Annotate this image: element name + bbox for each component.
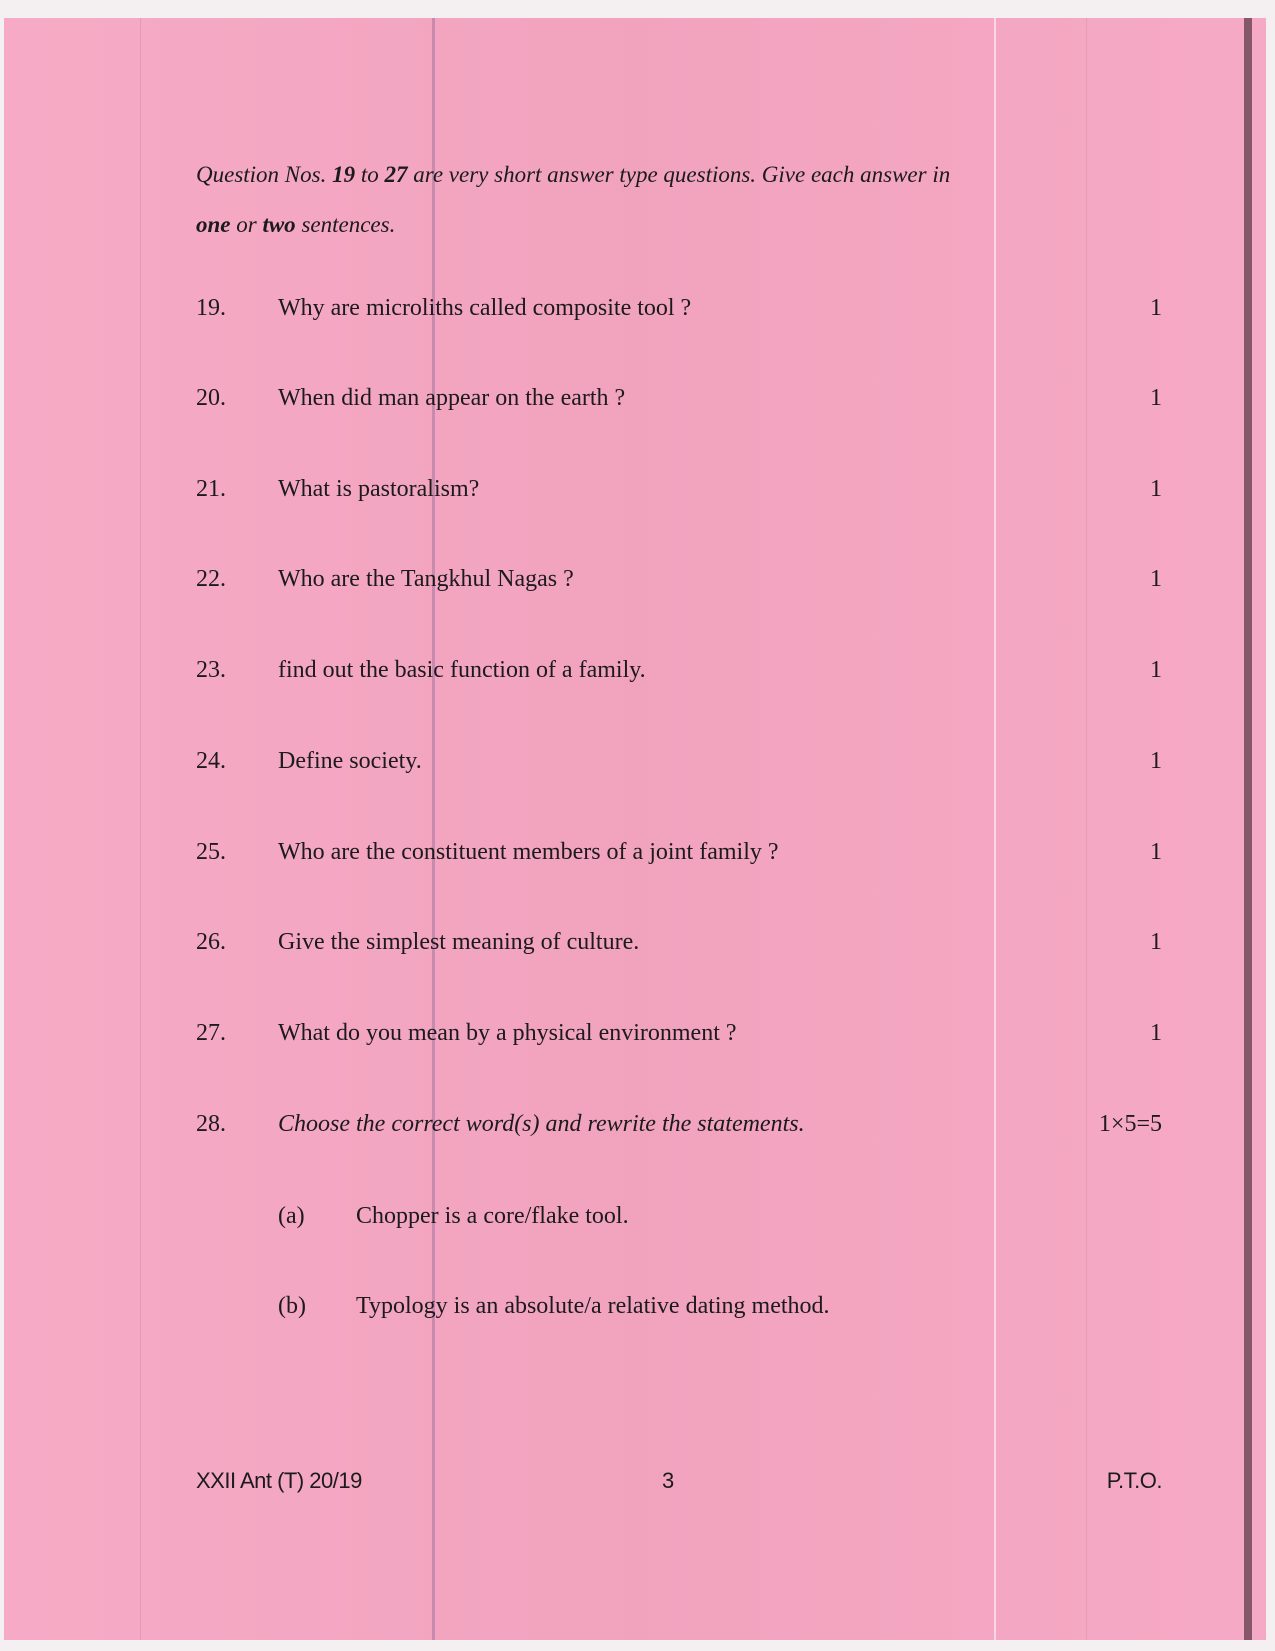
- question-text: Choose the correct word(s) and rewrite the statements.: [278, 1111, 805, 1137]
- subpart-text: Chopper is a core/flake tool.: [356, 1203, 629, 1229]
- question-marks: 1×5=5: [1098, 1111, 1162, 1137]
- paper-crease: [1244, 18, 1252, 1640]
- question-marks: 1: [1150, 295, 1162, 321]
- question-marks: 1: [1150, 748, 1162, 774]
- please-turn-over: P.T.O.: [1106, 1468, 1162, 1493]
- question-number: 25.: [196, 839, 226, 865]
- page-footer: [196, 1468, 1162, 1498]
- question-text: Who are the Tangkhul Nagas ?: [278, 566, 574, 592]
- question-25: [196, 839, 1162, 875]
- question-marks: 1: [1150, 566, 1162, 592]
- question-text: find out the basic function of a family.: [278, 657, 646, 683]
- question-marks: 1: [1150, 929, 1162, 955]
- paper-crease: [432, 18, 435, 1640]
- question-21: [196, 476, 1162, 512]
- question-marks: 1: [1150, 385, 1162, 411]
- section-instruction: Question Nos. 19 to 27 are very short answer type questions. Give each answer in one or two sentences.: [196, 162, 951, 237]
- paper-crease: [994, 18, 996, 1640]
- question-20: [196, 385, 1162, 421]
- question-text: What do you mean by a physical environment ?: [278, 1020, 737, 1046]
- question-marks: 1: [1150, 657, 1162, 683]
- question-number: 27.: [196, 1020, 226, 1046]
- exam-page: [4, 18, 1266, 1640]
- question-19: [196, 295, 1162, 331]
- question-number: 22.: [196, 566, 226, 592]
- question-number: 23.: [196, 657, 226, 683]
- question-marks: 1: [1150, 1020, 1162, 1046]
- question-text: Define society.: [278, 748, 422, 774]
- question-number: 24.: [196, 748, 226, 774]
- subpart-label: (b): [278, 1293, 306, 1319]
- instruction-range-end: 27: [384, 162, 408, 187]
- question-marks: 1: [1150, 839, 1162, 865]
- question-26: [196, 929, 1162, 965]
- question-text: Why are microliths called composite tool ?: [278, 295, 692, 321]
- question-number: 21.: [196, 476, 226, 502]
- question-28: [196, 1111, 1162, 1147]
- question-27: [196, 1020, 1162, 1056]
- subpart-label: (a): [278, 1203, 305, 1229]
- page-number: 3: [662, 1468, 674, 1493]
- question-text: When did man appear on the earth ?: [278, 385, 626, 411]
- question-text: What is pastoralism?: [278, 476, 480, 502]
- instruction-two: two: [262, 212, 296, 237]
- paper-crease: [1086, 18, 1087, 1640]
- question-24: [196, 748, 1162, 784]
- question-marks: 1: [1150, 476, 1162, 502]
- question-number: 26.: [196, 929, 226, 955]
- question-22: [196, 566, 1162, 602]
- question-text: Who are the constituent members of a joint family ?: [278, 839, 779, 865]
- paper-code: XXII Ant (T) 20/19: [196, 1468, 362, 1493]
- question-number: 28.: [196, 1111, 226, 1137]
- subpart-text: Typology is an absolute/a relative dating method.: [356, 1293, 830, 1319]
- instruction-range-start: 19: [332, 162, 356, 187]
- question-23: [196, 657, 1162, 693]
- instruction-one: one: [196, 212, 231, 237]
- question-number: 20.: [196, 385, 226, 411]
- question-number: 19.: [196, 295, 226, 321]
- question-text: Give the simplest meaning of culture.: [278, 929, 640, 955]
- paper-crease: [140, 18, 141, 1640]
